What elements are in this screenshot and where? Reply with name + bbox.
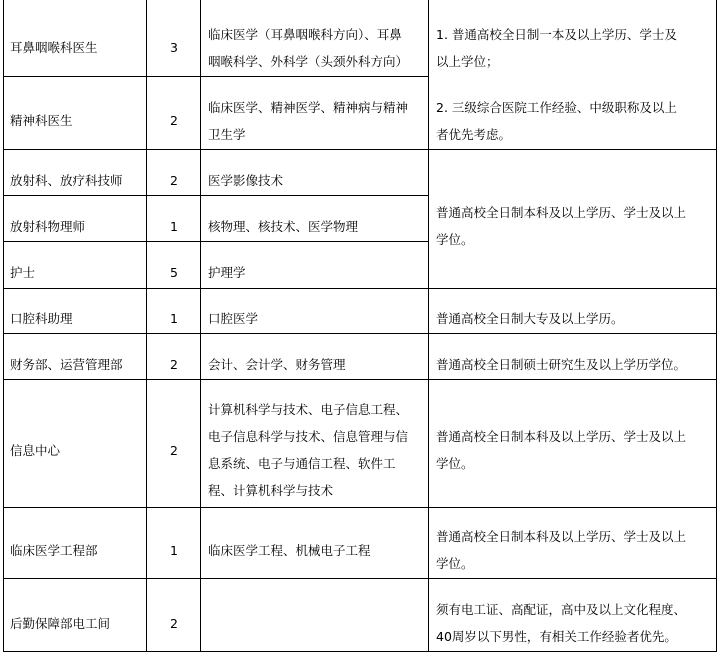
- headcount-cell: 1: [170, 543, 178, 558]
- requirement-line: 学位。: [436, 232, 474, 247]
- row-divider: [3, 507, 717, 508]
- row-divider: [3, 241, 429, 242]
- headcount-cell: 1: [170, 219, 178, 234]
- major-line: 咽喉科学、外科学（头颈外科方向）: [208, 54, 409, 69]
- requirement-line: 2. 三级综合医院工作经验、中级职称及以上: [436, 100, 677, 115]
- position-cell: 临床医学工程部: [10, 543, 98, 558]
- major-line: 卫生学: [208, 127, 246, 142]
- table-border-bottom: [3, 651, 717, 652]
- major-line: 程、计算机科学与技术: [208, 483, 334, 498]
- major-line: 电子信息科学与技术、信息管理与信: [208, 429, 409, 444]
- headcount-cell: 3: [170, 40, 178, 55]
- headcount-cell: 1: [170, 311, 178, 326]
- requirement-line: 普通高校全日制本科及以上学历、学士及以上: [436, 429, 687, 444]
- row-divider: [3, 578, 717, 579]
- headcount-cell: 2: [170, 173, 178, 188]
- headcount-cell: 2: [170, 357, 178, 372]
- position-cell: 口腔科助理: [10, 311, 73, 326]
- headcount-cell: 2: [170, 443, 178, 458]
- row-divider: [3, 333, 717, 334]
- major-line: 护理学: [208, 265, 246, 280]
- requirement-line: 须有电工证、高配证，高中及以上文化程度、: [436, 602, 687, 617]
- position-cell: 后勤保障部电工间: [10, 616, 111, 631]
- column-divider-3: [428, 0, 429, 652]
- position-cell: 信息中心: [10, 443, 61, 458]
- requirement-line: 学位。: [436, 556, 474, 571]
- requirement-line: 以上学位；: [436, 54, 499, 69]
- position-cell: 耳鼻咽喉科医生: [10, 40, 98, 55]
- requirement-line: 者优先考虑。: [436, 127, 512, 142]
- major-line: 口腔医学: [208, 311, 259, 326]
- headcount-cell: 5: [170, 265, 178, 280]
- major-line: 医学影像技术: [208, 173, 284, 188]
- major-line: 临床医学、精神医学、精神病与精神: [208, 100, 409, 115]
- major-line: 临床医学（耳鼻咽喉科方向）、耳鼻: [208, 27, 402, 42]
- headcount-cell: 2: [170, 616, 178, 631]
- position-cell: 护士: [10, 265, 36, 280]
- requirement-line: 普通高校全日制硕士研究生及以上学历学位。: [436, 357, 687, 372]
- requirement-line: 学位。: [436, 456, 474, 471]
- requirement-line: 40周岁以下男性，有相关工作经验者优先。: [436, 629, 677, 644]
- requirement-line: 普通高校全日制本科及以上学历、学士及以上: [436, 205, 687, 220]
- position-cell: 放射科物理师: [10, 219, 86, 234]
- major-line: 会计、会计学、财务管理: [208, 357, 346, 372]
- row-divider: [3, 288, 717, 289]
- headcount-cell: 2: [170, 113, 178, 128]
- major-line: 计算机科学与技术、电子信息工程、: [208, 402, 409, 417]
- row-divider: [3, 149, 717, 150]
- position-cell: 财务部、运营管理部: [10, 357, 123, 372]
- requirement-line: 普通高校全日制本科及以上学历、学士及以上: [436, 529, 687, 544]
- position-cell: 放射科、放疗科技师: [10, 173, 123, 188]
- row-divider: [3, 76, 429, 77]
- requirement-line: 1. 普通高校全日制一本及以上学历、学士及: [436, 27, 677, 42]
- major-line: 息系统、电子与通信工程、软件工: [208, 456, 396, 471]
- row-divider: [3, 195, 429, 196]
- row-divider: [3, 379, 717, 380]
- requirement-line: 普通高校全日制大专及以上学历。: [436, 311, 624, 326]
- major-line: 临床医学工程、机械电子工程: [208, 543, 371, 558]
- major-line: 核物理、核技术、医学物理: [208, 219, 359, 234]
- table-border-left: [3, 0, 4, 652]
- table-border-right: [716, 0, 717, 652]
- position-cell: 精神科医生: [10, 113, 73, 128]
